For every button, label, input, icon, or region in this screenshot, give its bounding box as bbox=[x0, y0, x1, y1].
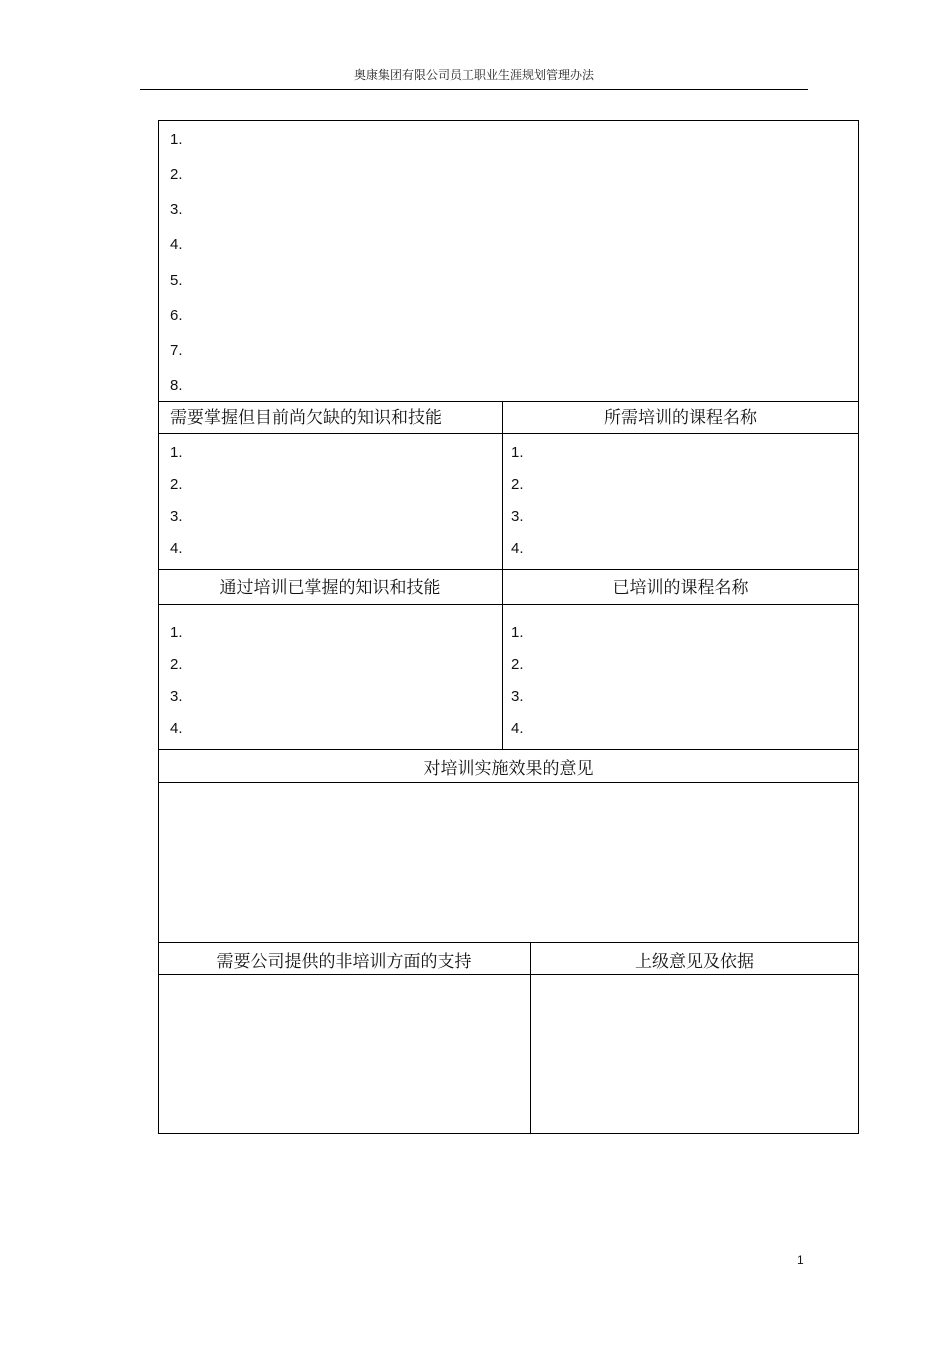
supervisor-opinion-field[interactable] bbox=[531, 975, 858, 1133]
list-item: 4. bbox=[170, 720, 183, 737]
row-divider bbox=[158, 942, 859, 943]
list-item: 2. bbox=[170, 476, 183, 493]
row-divider bbox=[158, 433, 859, 434]
list-item: 4. bbox=[170, 540, 183, 557]
row-divider bbox=[158, 749, 859, 750]
list-item: 6. bbox=[170, 307, 183, 324]
list-item: 1. bbox=[511, 444, 524, 461]
row-divider bbox=[158, 569, 859, 570]
list-item: 1. bbox=[511, 624, 524, 641]
list-item: 2. bbox=[511, 476, 524, 493]
list-item: 5. bbox=[170, 272, 183, 289]
row-divider bbox=[158, 604, 859, 605]
column-divider bbox=[502, 401, 503, 749]
row-divider bbox=[158, 401, 859, 402]
list-item: 2. bbox=[511, 656, 524, 673]
trained-skills-heading: 通过培训已掌握的知识和技能 bbox=[219, 578, 441, 598]
non-training-support-heading: 需要公司提供的非培训方面的支持 bbox=[216, 952, 472, 972]
training-effect-opinion-heading: 对培训实施效果的意见 bbox=[423, 759, 594, 779]
page-number: 1 bbox=[797, 1253, 804, 1267]
header-rule bbox=[140, 89, 808, 90]
list-item: 4. bbox=[511, 720, 524, 737]
trained-courses-heading: 已培训的课程名称 bbox=[612, 578, 749, 598]
list-item: 4. bbox=[511, 540, 524, 557]
document-header-title: 奥康集团有限公司员工职业生涯规划管理办法 bbox=[353, 68, 594, 82]
list-item: 3. bbox=[511, 688, 524, 705]
list-item: 3. bbox=[170, 508, 183, 525]
list-item: 3. bbox=[170, 201, 183, 218]
list-item: 1. bbox=[170, 131, 183, 148]
list-item: 2. bbox=[170, 166, 183, 183]
list-item: 8. bbox=[170, 377, 183, 394]
list-item: 1. bbox=[170, 624, 183, 641]
non-training-support-field[interactable] bbox=[159, 975, 529, 1133]
list-item: 2. bbox=[170, 656, 183, 673]
training-effect-opinion-field[interactable] bbox=[159, 783, 858, 941]
supervisor-opinion-heading: 上级意见及依据 bbox=[635, 952, 754, 972]
list-item: 3. bbox=[170, 688, 183, 705]
required-courses-heading: 所需培训的课程名称 bbox=[604, 408, 757, 428]
list-item: 3. bbox=[511, 508, 524, 525]
list-item: 7. bbox=[170, 342, 183, 359]
needed-skills-heading: 需要掌握但目前尚欠缺的知识和技能 bbox=[170, 408, 442, 428]
list-item: 1. bbox=[170, 444, 183, 461]
list-item: 4. bbox=[170, 236, 183, 253]
